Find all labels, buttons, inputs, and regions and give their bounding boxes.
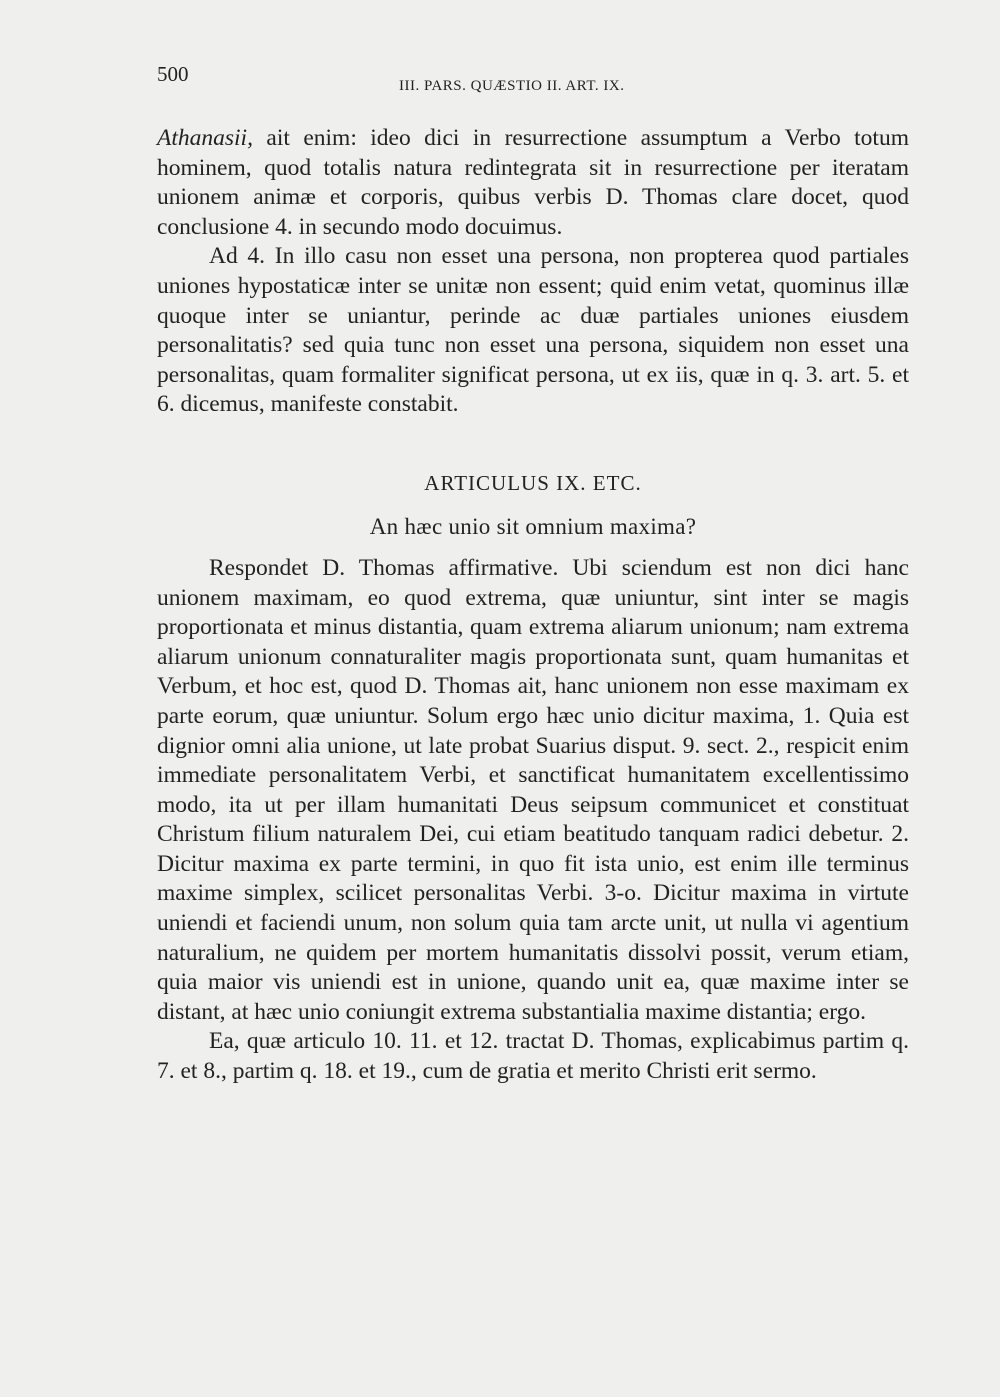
paragraph-text: ait enim: ideo dici in resurrectione assumptum a Verbo totum hominem, quod totalis natura redintegrata sit in resurrectione per iteratam unionem animæ et corporis, quibus verbis D. Thomas clare docet, quod conclusione 4. in secundo modo docuimus. [157,125,909,240]
running-head-title: III. PARS. QUÆSTIO II. ART. IX. [399,78,625,94]
paragraph-text: Ad 4. In illo casu non esset una persona, non propterea quod partiales uniones hypostaticæ inter se unitæ non essent; quid enim vetat, quominus illæ quoque inter se uniantur, perinde ac duæ partiales uniones eiusdem personalitatis? sed quia tunc non esset una persona, siquidem non esset una personalitas, quam formaliter significat persona, ut ex iis, quæ in q. 3. art. 5. et 6. dicemus, manifeste constabit. [157,243,909,418]
article-question: An hæc unio sit omnium maxima? [369,513,697,539]
page-body [157,124,909,1087]
paragraph-ad-4 [157,242,909,420]
paragraph-closing [157,1027,909,1086]
paragraph-text: Respondet D. Thomas affirmative. Ubi sciendum est non dici hanc unionem maximam, eo quod extrema, quæ uniuntur, sint inter se magis proportionata et minus distantia, quam extrema aliarum unionum; nam extrema aliarum unionum connaturaliter magis proportionata sunt, quam humanitas et Verbum, et hoc est, quod D. Thomas ait, hanc unionem non esse maximam ex parte eorum, quæ uniuntur. Solum ergo hæc unio dicitur maxima, 1. Quia est dignior omni alia unione, ut late probat Suarius disput. 9. sect. 2., respicit enim immediate personalitatem Verbi, et sanctificat humanitatem excellentissimo modo, ita ut per illam humanitati Deus seipsum communicet et constituat Christum filium naturalem Dei, cui etiam beatitudo tanquam radici debetur. 2. Dicitur maxima ex parte termini, in quo fit ista unio, est enim ille terminus maxime simplex, scilicet personalitas Verbi. 3-o. Dicitur maxima in virtute uniendi et faciendi unum, non solum quia tam arcte unit, ut nulla vi agentium naturalium, ne quidem per mortem humanitatis dissolvi possit, verum etiam, quia maior vis uniendi est in unione, quando unit ea, quæ maxime inter se distant, at hæc unio coniungit extrema substantialia maxime distantia; ergo. [157,554,909,1025]
paragraph-text: Ea, quæ articulo 10. 11. et 12. tractat D. Thomas, explicabimus partim q. 7. et 8., partim q. 18. et 19., cum de gratia et merito Christi erit sermo. [157,1028,909,1085]
page-number: 500 [157,62,189,86]
paragraph-continuation [157,124,909,242]
paragraph-lead-word: Athanasii, [157,125,253,151]
paragraph-respondet [157,554,909,1028]
running-head [157,60,897,100]
article-heading: ARTICULUS IX. ETC. [424,470,642,495]
